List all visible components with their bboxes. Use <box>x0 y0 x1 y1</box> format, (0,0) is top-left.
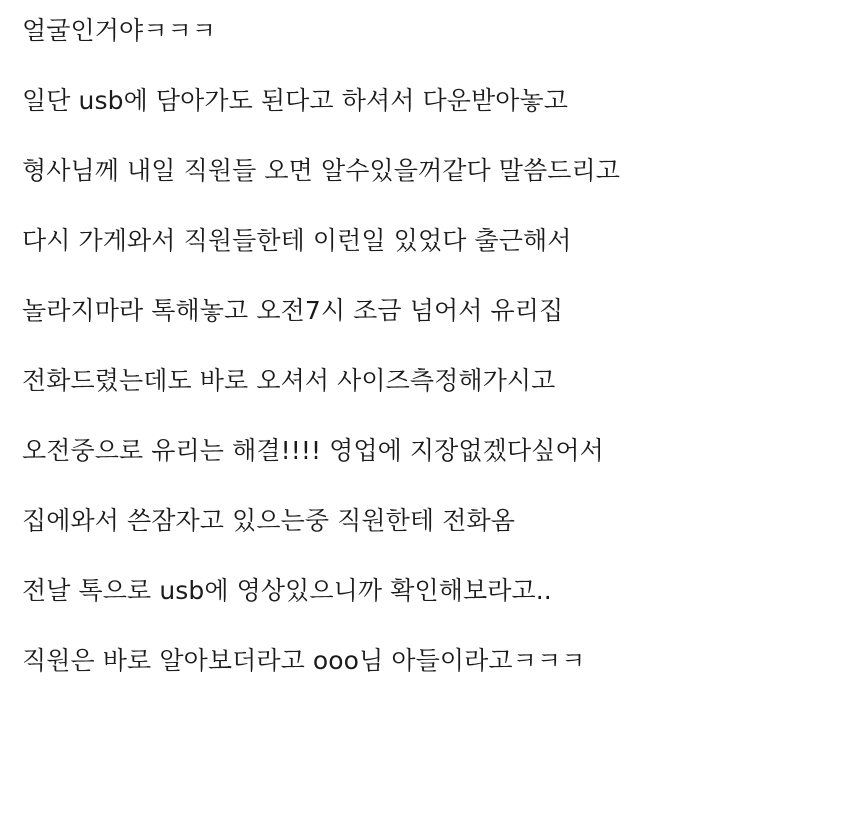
text-line: 집에와서 쓴잠자고 있으는중 직원한테 전화옴 <box>22 506 515 535</box>
text-line: 놀라지마라 톡해놓고 오전7시 조금 넘어서 유리집 <box>22 296 564 325</box>
text-line: 얼굴인거야ㅋㅋㅋ <box>22 16 217 45</box>
text-line: 오전중으로 유리는 해결!!!! 영업에 지장없겠다싶어서 <box>22 436 604 465</box>
text-line: 다시 가게와서 직원들한테 이런일 있었다 출근해서 <box>22 226 572 255</box>
text-line: 전화드렸는데도 바로 오셔서 사이즈측정해가시고 <box>22 366 556 395</box>
text-line: 전날 톡으로 usb에 영상있으니까 확인해보라고.. <box>22 576 552 605</box>
text-line: 일단 usb에 담아가도 된다고 하셔서 다운받아놓고 <box>22 86 569 115</box>
post-body-text <box>22 18 821 673</box>
text-line: 직원은 바로 알아보더라고 ooo님 아들이라고ㅋㅋㅋ <box>22 646 586 675</box>
text-line: 형사님께 내일 직원들 오면 알수있을꺼같다 말씀드리고 <box>22 156 620 185</box>
